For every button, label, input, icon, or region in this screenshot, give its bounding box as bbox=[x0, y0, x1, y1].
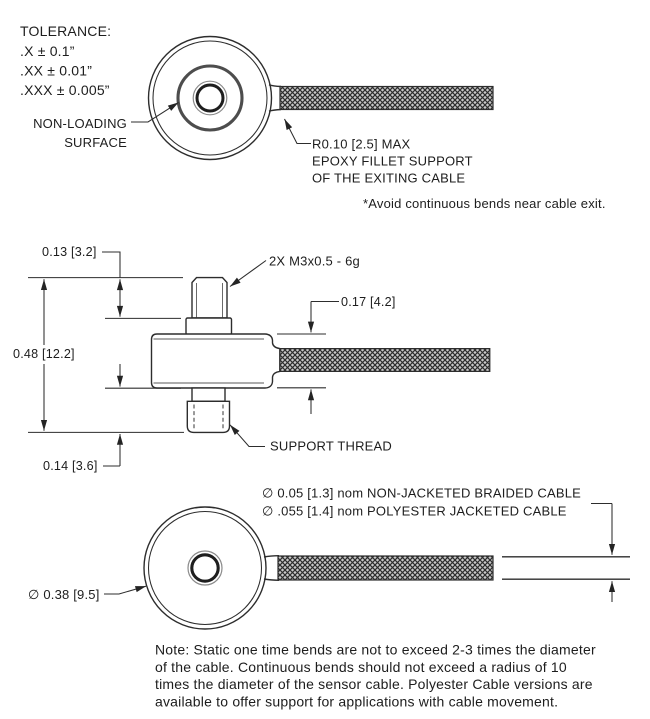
bottom-stud-neck bbox=[192, 388, 225, 401]
support-thread-leader bbox=[230, 425, 265, 447]
bottom-sensor-outer-edge bbox=[144, 507, 266, 629]
tolerance-line1: .X ± 0.1” bbox=[20, 43, 75, 59]
cable-callout-line2: ∅ .055 [1.4] nom POLYESTER JACKETED CABLE bbox=[262, 503, 567, 519]
dim-bottom-stud-label: 0.14 [3.6] bbox=[43, 459, 98, 473]
epoxy-label-line2: EPOXY FILLET SUPPORT bbox=[312, 153, 473, 169]
thread-callout-leader bbox=[230, 261, 266, 287]
dim-top-stud-label: 0.13 [3.2] bbox=[42, 245, 97, 259]
body-dia-leader bbox=[104, 586, 146, 594]
note-line1: Note: Static one time bends are not to exceed 2-3 times the diameter bbox=[155, 641, 596, 658]
bottom-sensor-inner-edge bbox=[149, 512, 262, 625]
tolerance-block bbox=[20, 23, 111, 98]
epoxy-label-line3: OF THE EXITING CABLE bbox=[312, 170, 466, 186]
avoid-bends-note: *Avoid continuous bends near cable exit. bbox=[363, 196, 606, 211]
non-loading-label-line1: NON-LOADING bbox=[33, 116, 127, 131]
note-block bbox=[155, 642, 596, 710]
bottom-hole bbox=[192, 555, 218, 581]
bottom-cable-band bbox=[278, 556, 493, 580]
support-thread-label: SUPPORT THREAD bbox=[270, 438, 392, 454]
top-stud-thread bbox=[192, 278, 227, 318]
cable-callout-line1: ∅ 0.05 [1.3] nom NON-JACKETED BRAIDED CABLE bbox=[262, 485, 582, 501]
tolerance-line2: .XX ± 0.01” bbox=[20, 62, 93, 79]
top-view bbox=[33, 37, 606, 212]
non-loading-label-line2: SURFACE bbox=[64, 135, 127, 150]
note-line4: available to offer support for applications with cable movement. bbox=[155, 693, 559, 710]
sensor-outer-edge bbox=[149, 37, 272, 160]
body-dia-label: ∅ 0.38 [9.5] bbox=[28, 587, 100, 602]
section-cable-band bbox=[280, 349, 490, 372]
epoxy-label-line1: R0.10 [2.5] MAX bbox=[312, 136, 411, 152]
center-hole bbox=[197, 85, 223, 111]
bottom-cable-fillet-bottom bbox=[264, 579, 279, 580]
non-loading-surface-ring bbox=[178, 66, 242, 130]
top-stud-collar bbox=[186, 318, 232, 335]
dim-cable-exit-label: 0.17 [4.2] bbox=[341, 295, 396, 309]
note-line3: times the diameter of the sensor cable. Polyester Cable versions are bbox=[155, 676, 593, 693]
sensor-body bbox=[152, 334, 280, 388]
bottom-cable-fillet-top bbox=[264, 556, 279, 557]
thread-callout-label: 2X M3x0.5 - 6g bbox=[269, 253, 360, 269]
cable-braided-band bbox=[280, 87, 493, 110]
dim-top-stud-leader bbox=[102, 252, 120, 278]
tolerance-title: TOLERANCE: bbox=[20, 23, 112, 39]
section-view bbox=[13, 245, 490, 473]
tolerance-line3: .XXX ± 0.005” bbox=[20, 82, 110, 98]
bottom-view bbox=[28, 486, 630, 630]
epoxy-fillet-leader bbox=[285, 119, 312, 144]
dim-overall-label: 0.48 [12.2] bbox=[13, 347, 75, 361]
note-line2: of the cable. Continuous bends should not exceed a radius of 10 bbox=[155, 658, 567, 675]
sensor-outer-inner-edge bbox=[153, 41, 267, 155]
